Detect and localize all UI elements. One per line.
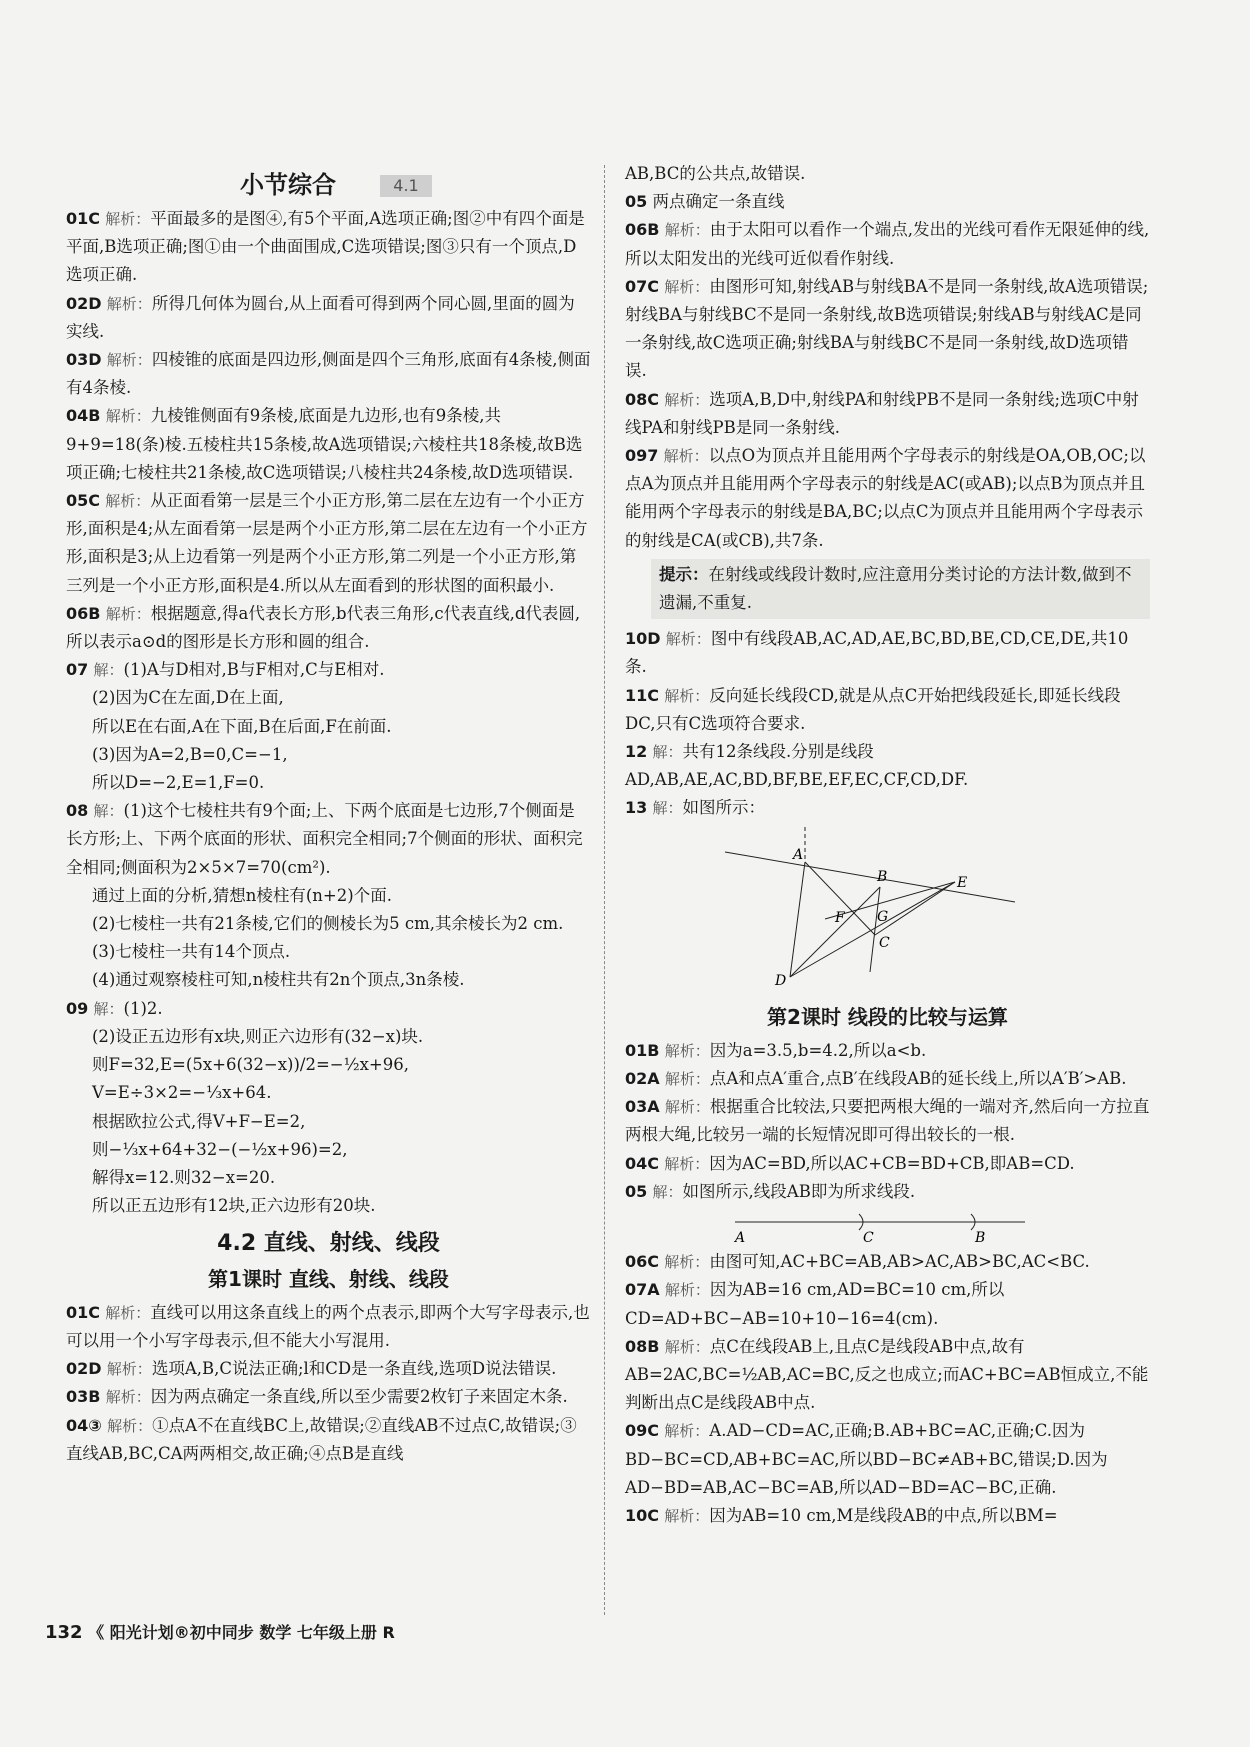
item-number: 05 xyxy=(625,192,648,212)
item-number: 01 xyxy=(66,209,89,228)
item-text: 选项A,B,C说法正确;l和CD是一条直线,选项D说法错误. xyxy=(151,1359,557,1379)
item-number: 02 xyxy=(66,1359,89,1379)
answer-item xyxy=(66,346,591,402)
fig13-line-ad xyxy=(790,862,805,977)
left-column xyxy=(66,205,591,1468)
answer-item xyxy=(625,682,1150,738)
answer-item xyxy=(66,797,591,882)
section-title: 小节综合 xyxy=(240,171,336,199)
heading-lesson-1: 第1课时 直线、射线、线段 xyxy=(208,1266,449,1291)
item-number: 11 xyxy=(625,685,648,705)
answer-item xyxy=(66,1355,591,1383)
item-text: 四棱锥的底面是四边形,侧面是四个三角形,底面有4条棱,侧面有4条棱. xyxy=(66,350,591,398)
item-continuation: (2)因为C在左面,D在上面, xyxy=(92,688,284,708)
item-text: 点C在线段AB上,且点C是线段AB中点,故有AB=2AC,BC=½AB,AC=BC,反之也成立;而AC+BC=AB恒成立,不能判断出点C是线段AB中点. xyxy=(625,1336,1149,1413)
item-tag: 解析： xyxy=(664,1506,710,1525)
item-text: 根据重合比较法,只要把两根大绳的一端对齐,然后向一方拉直两根大绳,比较另一端的长短情况即可得出较长的一根. xyxy=(625,1097,1150,1145)
item-text: 由图形可知,射线AB与射线BA不是同一条射线,故A选项错误;射线BA与射线BC不是同一条射线,故B选项错误;射线AB与射线AC是同一条射线,故C选项正确;射线BA与射线BC不是同一条射线,故D选项错误. xyxy=(625,276,1149,381)
item-tag: 解析： xyxy=(664,1098,710,1117)
item-answer: A xyxy=(647,1097,660,1117)
fig05-label-b: B xyxy=(975,1230,986,1245)
item-text: 从正面看第一层是三个小正方形,第二层在左边有一个小正方形,面积是4;从左面看第一层是两个小正方形,第二层在左边有一个小正方形,面积是3;从上边看第一列是两个小正方形,第二列是一个小正方形,第三列是一个小正方形,面积是4.所以从左面看到的形状图的面积最小. xyxy=(66,491,588,595)
item-text: A.AD−CD=AC,正确;B.AB+BC=AC,正确;C.因为BD−BC=CD,AB+BC=AC,所以BD−BC≠AB+BC,错误;D.因为AD−BD=AB,AC−BC=AB,所以AD−BD=AC−BC,正确. xyxy=(625,1421,1108,1497)
answer-item xyxy=(625,188,1150,216)
column-divider xyxy=(604,165,605,1615)
answer-item xyxy=(625,1093,1150,1149)
item-number: 10 xyxy=(625,629,648,649)
item-answer: D xyxy=(88,293,102,313)
item-number: 01 xyxy=(66,1302,89,1322)
item-text: 直线可以用这条直线上的两个点表示,即两个大写字母表示,也可以用一个小写字母表示,但不能大小写混用. xyxy=(66,1302,590,1350)
answer-item xyxy=(625,1333,1150,1418)
item-text: 以点O为顶点并且能用两个字母表示的射线是OA,OB,OC;以点A为顶点并且能用两个字母表示的射线是AC(或AB);以点B为顶点并且能用两个字母表示的射线是BA,BC;以点C为顶点并且能用两个字母表示的射线是CA(或CB),共7条. xyxy=(625,446,1146,550)
answer-item xyxy=(625,1037,1150,1065)
item-tag: 解： xyxy=(652,1182,683,1201)
item-text: 共有12条线段.分别是线段AD,AB,AE,AC,BD,BF,BE,EF,EC,CF,CD,DF. xyxy=(625,742,969,790)
item-continuation: 则−⅓x+64+32−(−½x+96)=2, xyxy=(92,1139,348,1159)
item-text: 所得几何体为圆台,从上面看可得到两个同心圆,里面的圆为实线. xyxy=(66,293,575,341)
item-text: 图中有线段AB,AC,AD,AE,BC,BD,BE,CD,CE,DE,共10条. xyxy=(625,629,1129,677)
item-number: 02 xyxy=(66,293,89,313)
heading-lesson-2: 第2课时 线段的比较与运算 xyxy=(767,1004,1008,1029)
item-number: 03 xyxy=(625,1097,648,1117)
item-tag: 解析： xyxy=(664,1070,710,1089)
item-number: 04 xyxy=(66,406,89,426)
item-number: 04 xyxy=(66,1415,89,1435)
item-answer: B xyxy=(647,220,660,240)
item-text: 根据题意,得a代表长方形,b代表三角形,c代表直线,d代表圆,所以表示a⊙d的图形是长方形和圆的组合. xyxy=(66,603,581,652)
item-tag: 解析： xyxy=(664,277,710,296)
item-number: 07 xyxy=(625,1280,648,1300)
item-text: 由于太阳可以看作一个端点,发出的光线可看作无限延伸的线,所以太阳发出的光线可近似看作射线. xyxy=(625,220,1150,268)
item-answer: B xyxy=(88,603,101,623)
item-text: 因为a=3.5,b=4.2,所以a<b. xyxy=(709,1040,927,1060)
item-answer: C xyxy=(647,1505,660,1525)
answer-item xyxy=(625,1178,1150,1206)
item-text: ①点A不在直线BC上,故错误;②直线AB不过点C,故错误;③直线AB,BC,CA两两相交,故正确;④点B是直线 xyxy=(66,1415,577,1463)
item-tag: 解： xyxy=(93,661,124,680)
item-continuation: 所以E在右面,A在下面,B在后面,F在前面. xyxy=(92,716,392,736)
item-number: 08 xyxy=(625,389,648,409)
item-answer: C xyxy=(88,209,101,228)
item-answer: A xyxy=(647,1280,660,1300)
item-continuation: (2)设正五边形有x块,则正六边形有(32−x)块. xyxy=(92,1026,424,1046)
item-tag: 解析： xyxy=(664,1154,710,1173)
left2-answer-list xyxy=(66,1299,591,1468)
item-continuation: V=E÷3×2=−⅓x+64. xyxy=(92,1083,272,1103)
item-number: 03 xyxy=(66,350,89,370)
item-continuation: (3)因为A=2,B=0,C=−1, xyxy=(92,744,288,764)
answer-item xyxy=(66,1299,591,1355)
answer-item xyxy=(625,273,1150,386)
right2-answer-list xyxy=(625,625,1150,822)
item-tag: 解析： xyxy=(105,1388,151,1407)
item-answer: B xyxy=(88,406,101,426)
fig13-label-g: G xyxy=(877,908,889,925)
answer-item xyxy=(625,1502,1150,1530)
fig13-line-ae xyxy=(725,852,1015,902)
item-number: 09 xyxy=(625,1421,648,1441)
answer-item xyxy=(625,1417,1150,1502)
item-answer: B xyxy=(88,1387,101,1407)
answer-item xyxy=(625,794,1150,822)
item-text: 选项A,B,D中,射线PA和射线PB不是同一条射线;选项C中射线PA和射线PB是同一条射线. xyxy=(625,389,1139,437)
item-tag: 解析： xyxy=(105,407,151,426)
item-tag: 解析： xyxy=(106,1360,152,1379)
item-text: 因为AB=10 cm,M是线段AB的中点,所以BM= xyxy=(709,1505,1058,1525)
answer-item xyxy=(66,205,591,290)
item-answer: C xyxy=(647,389,660,409)
item-answer: C xyxy=(88,491,101,511)
answer-item xyxy=(625,160,1150,188)
item-number: 06 xyxy=(625,1252,648,1272)
item-answer: C xyxy=(647,276,660,296)
answer-item xyxy=(66,1412,591,1468)
answer-item xyxy=(625,216,1150,272)
item-text: 平面最多的是图④,有5个平面,A选项正确;图②中有四个面是平面,B选项正确;图①由一个曲面围成,C选项错误;图③只有一个顶点,D选项正确. xyxy=(66,209,585,285)
item-answer: D xyxy=(647,629,661,649)
answer-item xyxy=(625,738,1150,794)
item-number: 06 xyxy=(66,603,89,623)
item-tag: 解： xyxy=(652,743,683,762)
item-continuation: 根据欧拉公式,得V+F−E=2, xyxy=(92,1111,306,1131)
figure-05 xyxy=(625,1210,1045,1244)
item-answer: D xyxy=(88,350,102,370)
item-tag: 解析： xyxy=(664,1281,710,1300)
item-tag: 解析： xyxy=(106,351,152,370)
answer-item xyxy=(625,1276,1150,1332)
item-continuation: (3)七棱柱一共有14个顶点. xyxy=(92,942,291,962)
item-number: 09 xyxy=(625,446,648,466)
heading-4-2: 4.2 直线、射线、线段 xyxy=(217,1231,440,1257)
item-number: 08 xyxy=(625,1336,648,1356)
fig13-label-e: E xyxy=(957,874,968,891)
answer-item xyxy=(625,1065,1150,1093)
item-number: 04 xyxy=(625,1153,648,1173)
section-badge: 4.1 xyxy=(380,175,432,197)
item-text: AB,BC的公共点,故错误. xyxy=(625,164,806,183)
item-number: 05 xyxy=(625,1181,648,1201)
answer-item xyxy=(66,487,591,600)
item-number: 01 xyxy=(625,1040,648,1060)
answer-item xyxy=(66,290,591,346)
item-tag: 解析： xyxy=(664,1337,710,1356)
item-answer: C xyxy=(647,1421,660,1441)
item-answer: A xyxy=(647,1069,660,1089)
item-answer: C xyxy=(647,1153,660,1173)
item-tag: 解析： xyxy=(106,294,152,313)
answer-item xyxy=(625,386,1150,442)
item-tag: 解析： xyxy=(664,221,710,240)
item-text: 如图所示： xyxy=(682,798,766,818)
item-answer: C xyxy=(88,1302,101,1322)
item-tag: 解析： xyxy=(664,390,710,409)
item-text: (1)这个七棱柱共有9个面;上、下两个底面是七边形,7个侧面是长方形;上、下两个底面的形状、面积完全相同;7个侧面的形状、面积完全相同;侧面积为2×5×7=70(cm²). xyxy=(66,801,583,877)
item-answer: B xyxy=(647,1336,660,1356)
tip-text: 在射线或线段计数时,应注意用分类讨论的方法计数,做到不遗漏,不重复. xyxy=(659,564,1132,613)
item-tag: 解析： xyxy=(664,1253,710,1272)
item-tag: 解析： xyxy=(105,492,151,511)
item-text: 两点确定一条直线 xyxy=(652,192,785,212)
item-continuation: 则F=32,E=(5x+6(32−x))/2=−½x+96, xyxy=(92,1055,409,1075)
answer-item xyxy=(66,402,591,487)
item-text: 点A和点A′重合,点B′在线段AB的延长线上,所以A′B′>AB. xyxy=(709,1069,1127,1089)
right3-answer-list xyxy=(625,1037,1150,1206)
item-number: 05 xyxy=(66,491,89,511)
right-answer-list xyxy=(625,160,1150,555)
fig13-line-db xyxy=(790,887,880,977)
item-continuation: 解得x=12.则32−x=20. xyxy=(92,1167,276,1187)
footer-brand: 阳光计划®初中同步 数学 七年级上册 R xyxy=(109,1623,395,1642)
item-continuation: 所以D=−2,E=1,F=0. xyxy=(92,773,265,793)
item-number: 09 xyxy=(66,998,89,1018)
fig13-label-a: A xyxy=(793,846,804,863)
fig13-label-b: B xyxy=(877,868,888,885)
item-text: (1)2. xyxy=(123,998,163,1018)
item-continuation: 通过上面的分析,猜想n棱柱有(n+2)个面. xyxy=(92,885,392,905)
item-number: 02 xyxy=(625,1069,648,1089)
item-text: 因为AC=BD,所以AC+CB=BD+CB,即AB=CD. xyxy=(709,1153,1075,1173)
answer-item xyxy=(625,625,1150,681)
answer-item xyxy=(625,442,1150,555)
item-tag: 解： xyxy=(652,799,683,818)
item-tag: 解析： xyxy=(664,1422,710,1441)
item-answer: D xyxy=(88,1359,102,1379)
item-tag: 解析： xyxy=(664,686,710,705)
answer-item xyxy=(66,656,591,684)
item-number: 12 xyxy=(625,742,648,762)
answer-item xyxy=(625,1150,1150,1178)
item-text: 如图所示,线段AB即为所求线段. xyxy=(682,1181,916,1201)
fig13-label-c: C xyxy=(879,934,890,951)
item-answer: C xyxy=(647,1252,660,1272)
item-tag: 解析： xyxy=(105,604,151,623)
fig13-label-f: F xyxy=(835,909,845,926)
item-continuation: (4)通过观察棱柱可知,n棱柱共有2n个顶点,3n条棱. xyxy=(92,970,465,990)
fig05-label-a: A xyxy=(735,1230,746,1245)
item-continuation: 所以正五边形有12块,正六边形有20块. xyxy=(92,1196,376,1216)
fig13-line-de xyxy=(790,882,955,977)
item-number: 07 xyxy=(66,660,89,680)
page-number: 132 xyxy=(45,1622,83,1643)
item-tag: 解析： xyxy=(664,1041,710,1060)
answer-item xyxy=(66,995,591,1023)
item-text: 反向延长线段CD,就是从点C开始把线段延长,即延长线段DC,只有C选项符合要求. xyxy=(625,685,1121,733)
item-answer: 7 xyxy=(647,446,659,466)
item-continuation: (2)七棱柱一共有21条棱,它们的侧棱长为5 cm,其余棱长为2 cm. xyxy=(92,914,564,934)
item-tag: 解： xyxy=(93,999,124,1018)
item-text: 因为两点确定一条直线,所以至少需要2枚钉子来固定木条. xyxy=(150,1387,568,1407)
answer-item xyxy=(66,1383,591,1411)
item-number: 10 xyxy=(625,1505,648,1525)
item-text: 因为AB=16 cm,AD=BC=10 cm,所以CD=AD+BC−AB=10+10−16=4(cm). xyxy=(625,1280,1005,1328)
fig05-label-c: C xyxy=(863,1230,874,1245)
item-tag: 解析： xyxy=(107,1416,153,1435)
figure-13 xyxy=(625,827,1045,997)
item-number: 07 xyxy=(625,276,648,296)
item-tag: 解析： xyxy=(665,630,711,649)
item-number: 06 xyxy=(625,220,648,240)
item-tag: 解析： xyxy=(105,1303,151,1322)
fig13-label-d: D xyxy=(775,972,787,989)
item-tag: 解析： xyxy=(105,210,151,228)
item-number: 03 xyxy=(66,1387,89,1407)
item-answer: C xyxy=(647,685,660,705)
item-number: 08 xyxy=(66,801,89,821)
left-answer-list xyxy=(66,205,591,1220)
tip-label: 提示： xyxy=(659,564,709,584)
right-column xyxy=(625,160,1150,1530)
item-tag: 解析： xyxy=(663,447,709,466)
item-number: 13 xyxy=(625,798,648,818)
page-footer xyxy=(45,1620,395,1643)
item-text: 由图可知,AC+BC=AB,AB>AC,AB>BC,AC<BC. xyxy=(709,1252,1090,1272)
right4-answer-list xyxy=(625,1248,1150,1530)
item-answer: B xyxy=(647,1040,660,1060)
answer-item xyxy=(625,1248,1150,1276)
answer-item xyxy=(66,600,591,656)
item-text: (1)A与D相对,B与F相对,C与E相对. xyxy=(123,660,385,680)
item-tag: 解： xyxy=(93,802,124,821)
item-text: 九棱锥侧面有9条棱,底面是九边形,也有9条棱,共9+9=18(条)棱.五棱柱共15条棱,故A选项错误;六棱柱共18条棱,故B选项正确;七棱柱共21条棱,故C选项错误;八棱柱共24条棱,故D选项错误. xyxy=(66,406,583,482)
item-answer: ③ xyxy=(88,1415,102,1435)
tip-box xyxy=(651,559,1150,619)
footer-arrow: 《 xyxy=(88,1623,105,1642)
